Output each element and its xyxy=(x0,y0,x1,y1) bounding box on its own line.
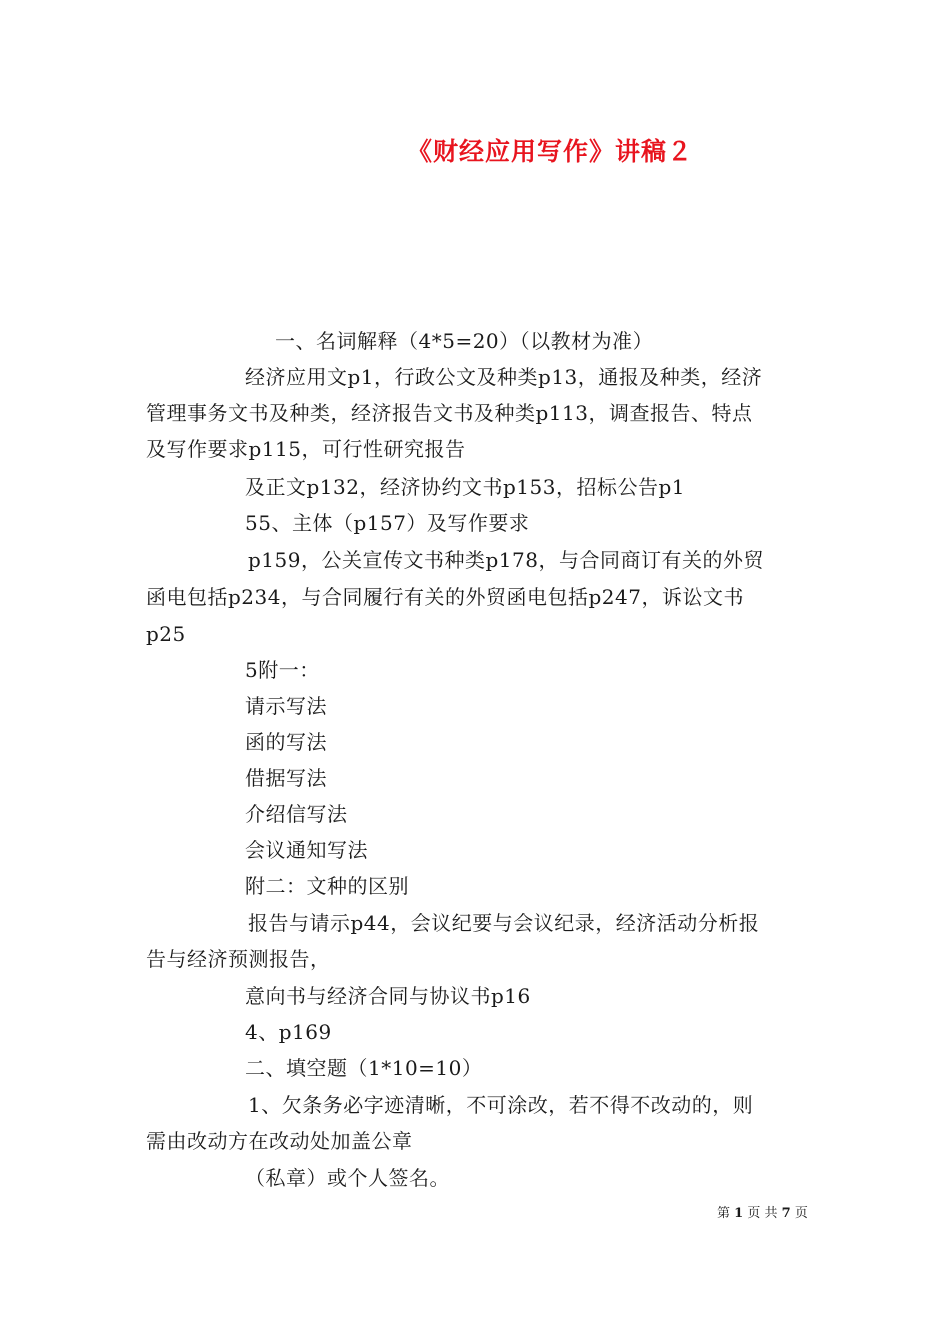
paragraph-line: 55、主体（p157）及写作要求 xyxy=(245,511,530,535)
paragraph-line: p159，公关宣传文书种类p178，与合同商订有关的外贸 xyxy=(248,548,764,572)
list-item: 借据写法 xyxy=(245,766,327,790)
footer-total-pages: 7 xyxy=(781,1206,791,1221)
paragraph-line: 管理事务文书及种类，经济报告文书及种类p113，调查报告、特点 xyxy=(146,401,753,425)
paragraph-line: 告与经济预测报告， xyxy=(146,947,331,971)
document-title: 《财经应用写作》讲稿２ xyxy=(406,137,693,166)
paragraph-line: （私章）或个人签名。 xyxy=(245,1166,450,1190)
footer-prefix: 第 xyxy=(717,1206,731,1221)
paragraph-line: 经济应用文p1，行政公文及种类p13，通报及种类，经济 xyxy=(245,365,763,389)
list-item: 介绍信写法 xyxy=(245,802,348,826)
page-footer xyxy=(717,1206,808,1222)
paragraph-line: 及写作要求p115，可行性研究报告 xyxy=(146,437,466,461)
list-item: 请示写法 xyxy=(245,694,327,718)
paragraph-line: 1、欠条务必字迹清晰，不可涂改，若不得不改动的，则 xyxy=(248,1093,754,1117)
appendix-heading-1: 5附一： xyxy=(245,658,320,682)
list-item: 函的写法 xyxy=(245,730,327,754)
paragraph-line: 4、p169 xyxy=(245,1020,332,1044)
footer-suffix: 页 xyxy=(794,1206,808,1221)
paragraph-line: p25 xyxy=(146,622,186,646)
paragraph-line: 及正文p132，经济协约文书p153，招标公告p1 xyxy=(245,475,685,499)
section-heading-1: 一、名词解释（4*5=20）（以教材为准） xyxy=(275,329,654,353)
paragraph-line: 需由改动方在改动处加盖公章 xyxy=(146,1129,413,1153)
paragraph-line: 报告与请示p44，会议纪要与会议纪录，经济活动分析报 xyxy=(248,911,760,935)
section-heading-2: 二、填空题（1*10=10） xyxy=(245,1056,483,1080)
paragraph-line: 意向书与经济合同与协议书p16 xyxy=(245,984,531,1008)
appendix-heading-2: 附二：文种的区别 xyxy=(245,874,409,898)
footer-page-number: 1 xyxy=(734,1206,744,1221)
list-item: 会议通知写法 xyxy=(245,838,368,862)
footer-middle: 页 共 xyxy=(747,1206,778,1221)
paragraph-line: 函电包括p234，与合同履行有关的外贸函电包括p247，诉讼文书 xyxy=(146,585,744,609)
